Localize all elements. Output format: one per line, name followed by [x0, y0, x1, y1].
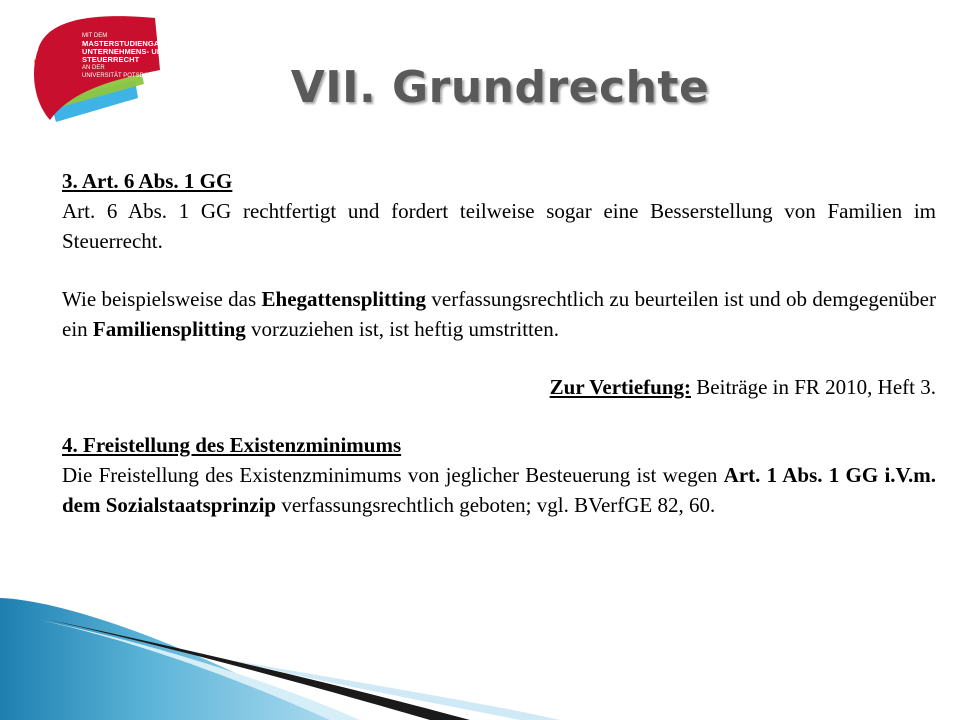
text-run: Die Freistellung des Existenzminimums von jeglicher Besteuerung ist wegen: [62, 463, 724, 487]
text-run: verfassungsrechtlich geboten; vgl. BVerfGE 82, 60.: [276, 493, 716, 517]
logo-line: UNIVERSITÄT POTSDAM: [82, 73, 153, 79]
spacer: [62, 402, 936, 430]
spacer: [62, 256, 936, 284]
slide-body: [62, 166, 936, 520]
paragraph: Art. 6 Abs. 1 GG rechtfertigt und fordert teilweise sogar eine Besserstellung von Familien im Steuerrecht.: [62, 199, 936, 253]
reference-label: Zur Vertiefung:: [549, 375, 692, 399]
section-4-heading: 4. Freistellung des Existenzminimums: [62, 433, 402, 457]
text-run: verfassungsrechtlich zu beurteilen ist und ob demgegenüber ein: [62, 287, 936, 341]
text-run: vorzuziehen ist, ist heftig umstritten.: [245, 317, 559, 341]
bold-term: Art. 1 Abs. 1 GG i.V.m. dem Sozialstaatsprinzip: [62, 463, 936, 517]
section-3-heading: 3. Art. 6 Abs. 1 GG: [62, 169, 233, 193]
decorative-swoosh: [0, 590, 960, 720]
bold-term: Familiensplitting: [92, 317, 246, 341]
logo-line: MIT DEM: [82, 33, 108, 39]
reference-line: [62, 372, 936, 402]
section-heading: [62, 166, 936, 196]
logo-line: MASTERSTUDIENGANG: [82, 39, 171, 48]
bold-term: Ehegattensplitting: [261, 287, 427, 311]
section-heading: [62, 430, 936, 460]
university-logo: [20, 10, 170, 145]
paragraph: [62, 284, 936, 344]
logo-line: STEUERRECHT: [82, 55, 140, 64]
slide-title: VII. Grundrechte: [290, 62, 710, 113]
logo-line: UNTERNEHMENS- UND: [82, 47, 168, 56]
paragraph: [62, 460, 936, 520]
logo-line: AN DER: [82, 65, 105, 71]
text-run: Wie beispielsweise das: [62, 287, 262, 311]
spacer: [62, 344, 936, 372]
logo-text: [82, 32, 178, 80]
reference-text: Beiträge in FR 2010, Heft 3.: [691, 375, 936, 399]
